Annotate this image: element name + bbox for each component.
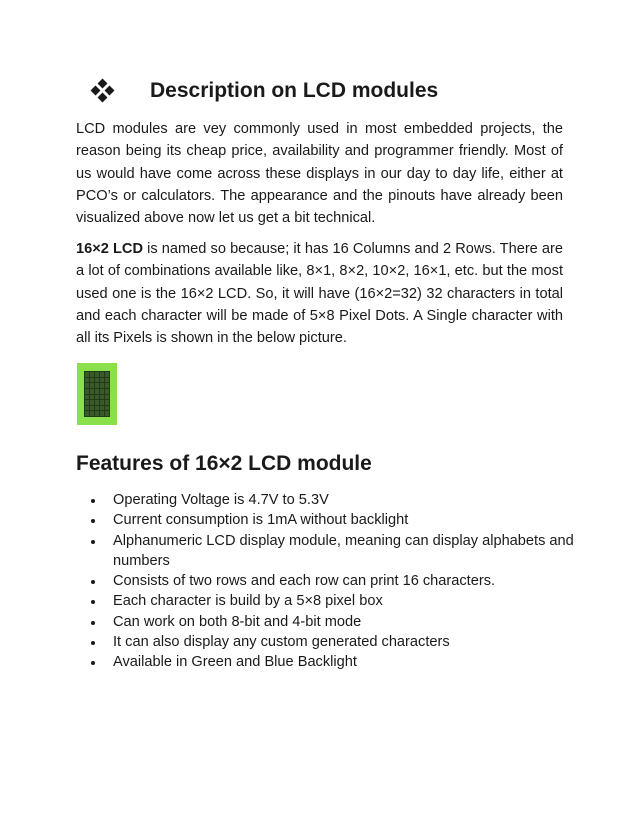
pixel-dot [95, 383, 99, 388]
pixel-dot [90, 389, 94, 394]
pixel-dot [105, 383, 109, 388]
pixel-dot [105, 389, 109, 394]
pixel-dot [90, 378, 94, 383]
pixel-dot [95, 389, 99, 394]
pixel-dot [90, 411, 94, 416]
features-list [76, 490, 576, 673]
pixel-dot-grid [84, 371, 110, 417]
paragraph-bold-lead: 16×2 LCD [76, 241, 143, 257]
paragraph-lcd-description: LCD modules are vey commonly used in most embedded projects, the reason being its cheap price, availability and programmer friendly. Most of us would have come across these displays in our day to day life, either at PCO’s or calculators. The appearance and the pinouts have already been visualized above now let us get a bit technical. [76, 121, 563, 227]
pixel-dot [95, 378, 99, 383]
pixel-dot [85, 411, 89, 416]
pixel-dot [90, 406, 94, 411]
pixel-dot [105, 378, 109, 383]
pixel-dot [85, 400, 89, 405]
pixel-dot [105, 406, 109, 411]
pixel-dot [100, 372, 104, 377]
pixel-dot [90, 395, 94, 400]
pixel-dot [90, 372, 94, 377]
lcd-character-pixel-image [77, 363, 117, 425]
pixel-dot [95, 372, 99, 377]
paragraph-body: is named so because; it has 16 Columns and 2 Rows. There are a lot of combinations available like, 8×1, 8×2, 10×2, 16×1, etc. but the most used one is the 16×2 LCD. So, it will have (16×2=32) 32 characters in total and each character will be made of 5×8 Pixel Dots. A Single character with all its Pixels is shown in the below picture. [76, 241, 564, 347]
pixel-dot [95, 400, 99, 405]
pixel-dot [100, 383, 104, 388]
pixel-dot [100, 400, 104, 405]
pixel-dot [85, 395, 89, 400]
section-heading [92, 76, 552, 106]
pixel-dot [90, 400, 94, 405]
pixel-dot [100, 378, 104, 383]
pixel-dot [85, 406, 89, 411]
feature-list-item: Can work on both 8-bit and 4-bit mode [76, 612, 576, 632]
pixel-dot [85, 383, 89, 388]
pixel-dot [105, 400, 109, 405]
feature-list-item: It can also display any custom generated characters [76, 632, 576, 652]
pixel-dot [100, 395, 104, 400]
feature-list-item: Current consumption is 1mA without backlight [76, 510, 576, 530]
pixel-dot [100, 406, 104, 411]
feature-list-item: Alphanumeric LCD display module, meaning can display alphabets and numbers [76, 531, 576, 572]
pixel-dot [85, 389, 89, 394]
pixel-dot [90, 383, 94, 388]
pixel-dot [85, 372, 89, 377]
pixel-dot [95, 395, 99, 400]
four-diamond-bullet-icon [92, 80, 114, 102]
paragraph-16x2-explanation [76, 238, 563, 349]
features-heading: Features of 16×2 LCD module [76, 452, 372, 475]
pixel-dot [100, 411, 104, 416]
pixel-dot [105, 372, 109, 377]
feature-list-item: Available in Green and Blue Backlight [76, 652, 576, 672]
feature-list-item: Each character is build by a 5×8 pixel box [76, 591, 576, 611]
pixel-dot [105, 395, 109, 400]
section-heading-title: Description on LCD modules [150, 79, 439, 102]
pixel-dot [85, 378, 89, 383]
pixel-dot [100, 389, 104, 394]
pixel-dot [105, 411, 109, 416]
pixel-dot [95, 411, 99, 416]
feature-list-item: Operating Voltage is 4.7V to 5.3V [76, 490, 576, 510]
pixel-dot [95, 406, 99, 411]
feature-list-item: Consists of two rows and each row can print 16 characters. [76, 571, 576, 591]
